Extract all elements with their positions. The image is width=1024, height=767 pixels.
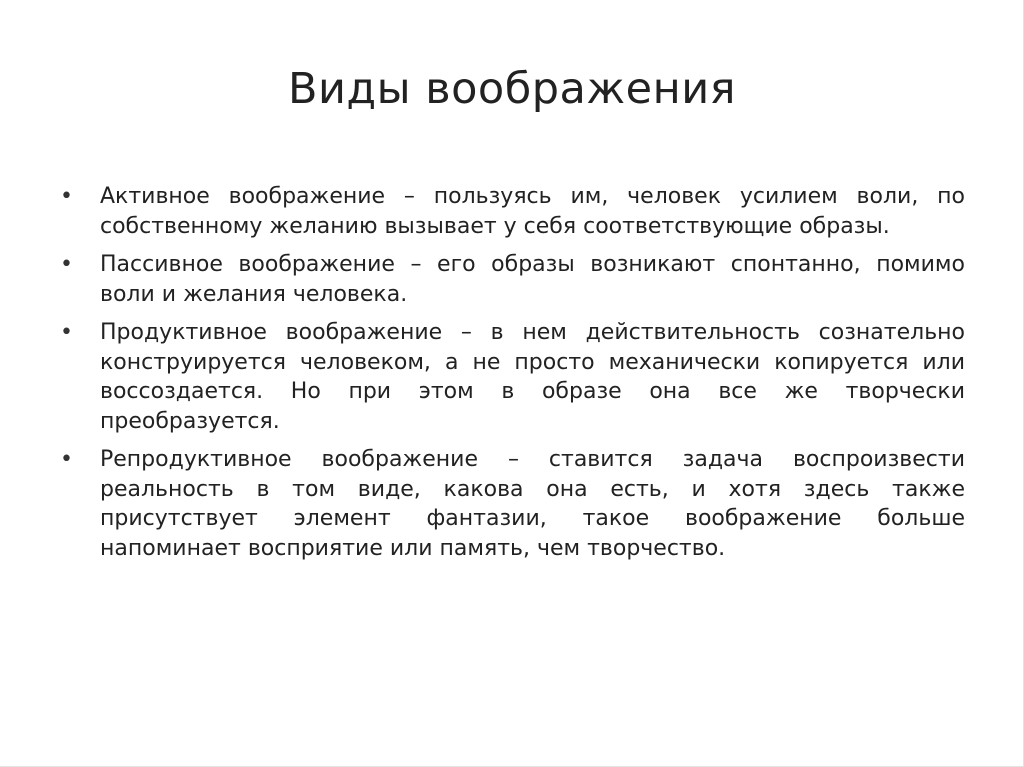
bullet-item-reproductive xyxy=(60,445,965,563)
bullet-text: Репродуктивное воображение – ставится задача воспроизвести реальность в том виде, какова она есть, и хотя здесь также присутствует элемент фантазии, такое воображение больше напоминает восприятие или память, чем творчество. xyxy=(100,447,965,561)
bullet-text: Пассивное воображение – его образы возникают спонтанно, помимо воли и желания человека. xyxy=(100,252,965,307)
slide-title: Виды воображения xyxy=(287,64,737,114)
bullet-item-productive xyxy=(60,318,965,436)
bullet-text: Активное воображение – пользуясь им, человек усилием воли, по собственному желанию вызывает у себя соответствующие образы. xyxy=(100,184,965,239)
bullet-item-active xyxy=(60,182,965,241)
bullet-text: Продуктивное воображение – в нем действительность сознательно конструируется человеком, а не просто механически копируется или воссоздается. Но при этом в образе она все же творчески преобразуется. xyxy=(100,320,965,434)
bullet-marker: • xyxy=(60,320,73,345)
bullet-marker: • xyxy=(60,252,73,277)
bullet-marker: • xyxy=(60,184,73,209)
bullet-marker: • xyxy=(60,447,73,472)
bullet-item-passive xyxy=(60,250,965,309)
bullet-list xyxy=(60,182,965,572)
